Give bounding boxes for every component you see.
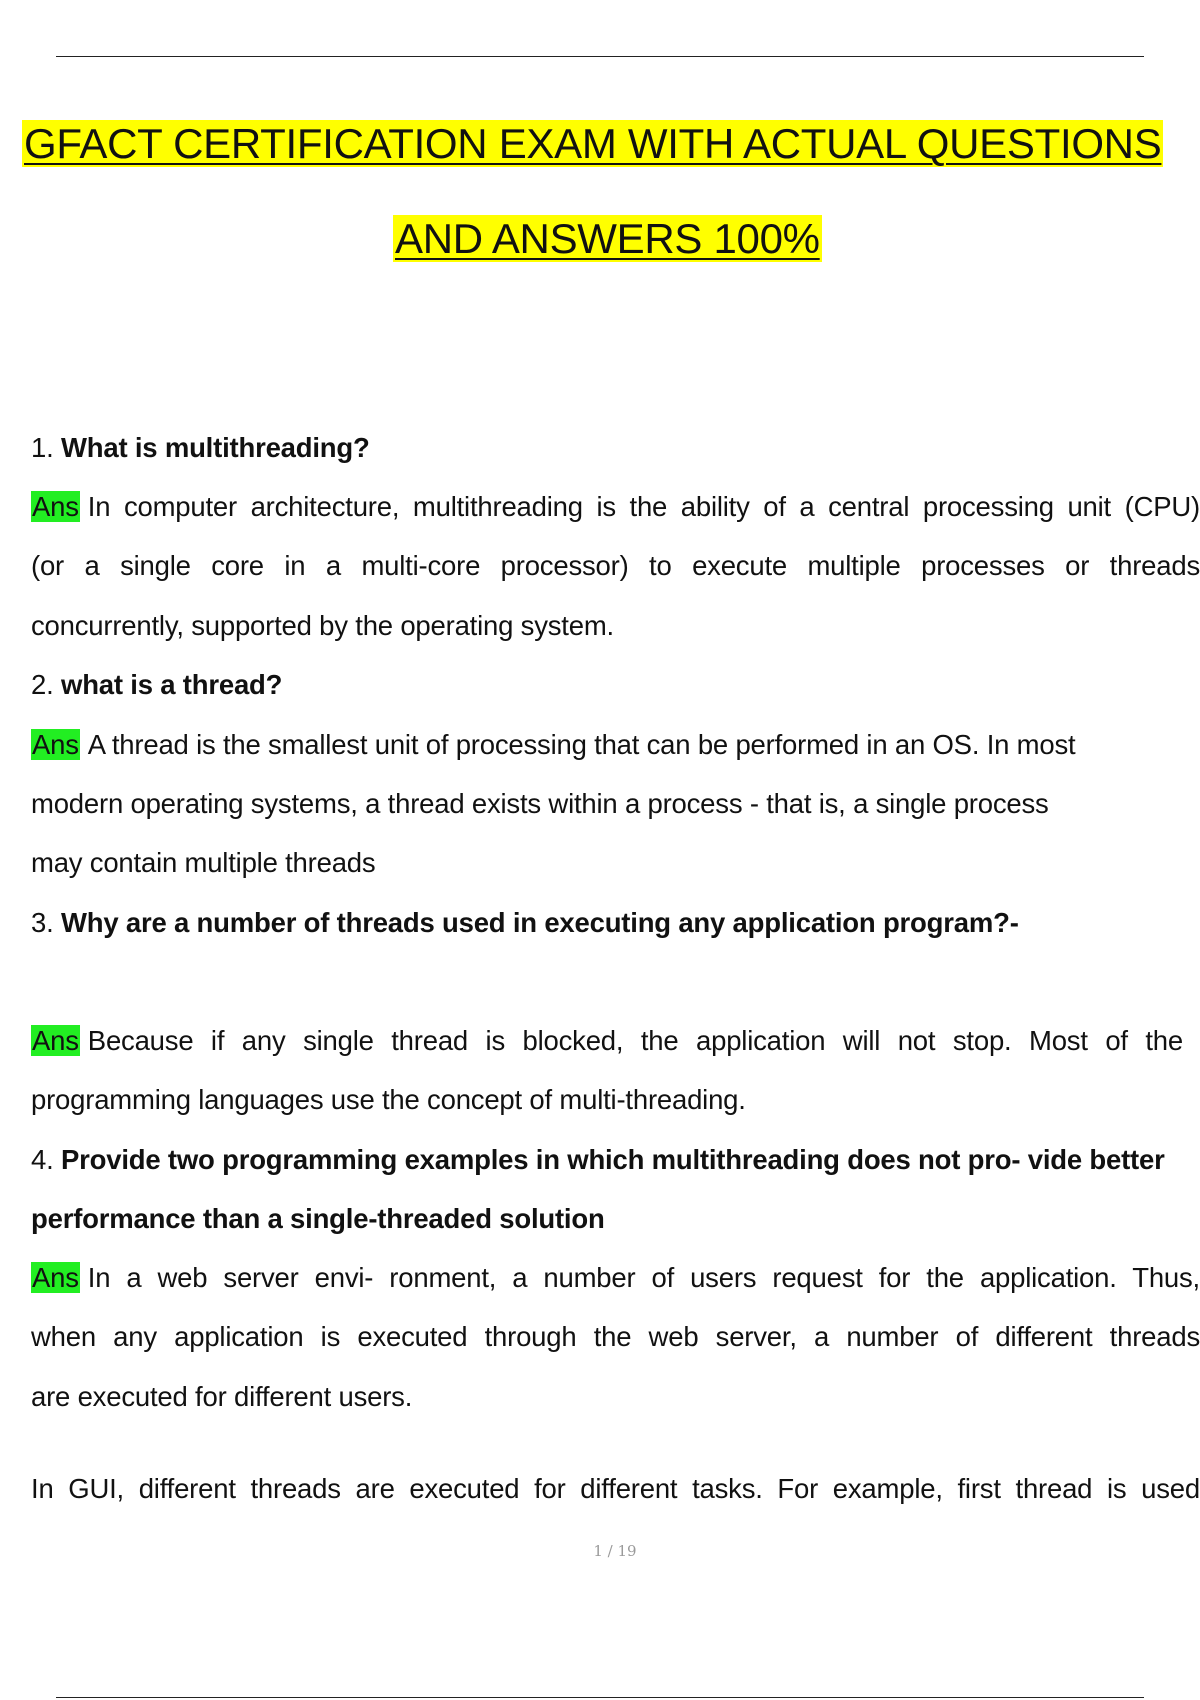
answer-2-line-3: may contain multiple threads xyxy=(31,847,376,878)
answer-label: Ans xyxy=(32,491,79,522)
page-number: 1 / 19 xyxy=(593,1542,637,1560)
answer-4-line-3: are executed for different users. xyxy=(31,1381,413,1412)
answer-label: Ans xyxy=(32,729,79,760)
answer-2-line-1: Ans A thread is the smallest unit of processing that can be performed in an OS. In most xyxy=(32,729,1076,760)
top-rule xyxy=(56,56,1144,57)
answer-3-line-2: programming languages use the concept of multi-threading. xyxy=(31,1084,746,1115)
answer-1-line-2: (or a single core in a multi-core processor) to execute multiple processes or threads xyxy=(31,550,1200,581)
answer-4-line-1: Ans In a web server envi- ronment, a number of users request for the application. Thus, xyxy=(32,1262,1200,1293)
answer-4-line-2: when any application is executed through the web server, a number of different threads xyxy=(31,1321,1200,1352)
document-title-line-2: AND ANSWERS 100% xyxy=(395,215,820,262)
answer-2-line-2: modern operating systems, a thread exists within a process - that is, a single process xyxy=(31,788,1049,819)
question-1: 1. What is multithreading? xyxy=(31,432,370,463)
question-4-line-1: 4. Provide two programming examples in which multithreading does not pro- vide better xyxy=(31,1144,1165,1175)
bottom-rule xyxy=(56,1697,1144,1698)
question-4-line-2: performance than a single-threaded solution xyxy=(31,1203,605,1234)
answer-3-line-1: Ans Because if any single thread is blocked, the application will not stop. Most of the xyxy=(32,1025,1183,1056)
answer-label: Ans xyxy=(32,1262,79,1293)
document-title-line-1: GFACT CERTIFICATION EXAM WITH ACTUAL QUESTIONS xyxy=(24,120,1162,167)
answer-1-line-3: concurrently, supported by the operating system. xyxy=(31,610,614,641)
answer-1-line-1: Ans In computer architecture, multithreading is the ability of a central processing unit (CPU) xyxy=(32,491,1200,522)
question-3: 3. Why are a number of threads used in executing any application program?- xyxy=(31,907,1019,938)
answer-4-extra-line: In GUI, different threads are executed for different tasks. For example, first thread is used xyxy=(31,1473,1200,1504)
question-2: 2. what is a thread? xyxy=(31,669,283,700)
answer-label: Ans xyxy=(32,1025,79,1056)
